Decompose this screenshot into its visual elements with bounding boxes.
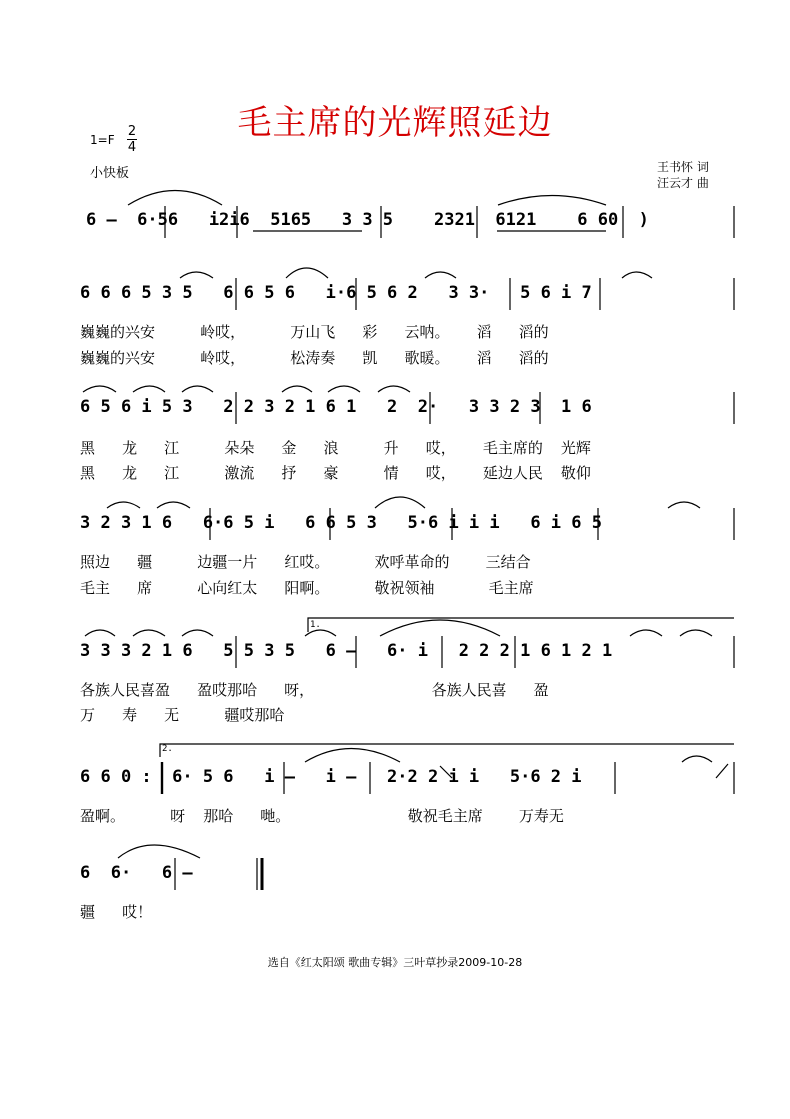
lyrics-row-2a: 巍巍的兴安 岭哎， 万山飞 彩 云呐。 滔 滔的 [80, 323, 549, 341]
slur [157, 502, 190, 508]
glissando [440, 766, 452, 778]
slur [182, 386, 213, 392]
notes-row-4: 3 2 3 1 6 6·6 5 i 6 6 5 3 5·6 i i i 6 i 6 5 [80, 513, 602, 533]
slur [133, 630, 165, 636]
slur [286, 268, 328, 278]
slur [282, 386, 312, 392]
slur [622, 272, 652, 278]
slur [682, 756, 712, 762]
notes-row-2: 6 6 6 5 3 5 6 6 5 6 i·6 5 6 2 3 3· 5 6 i 7 [80, 283, 592, 303]
lyrics-row-6a: 盈啊。 呀 那哈 哋。 敬祝毛主席 万寿无 [80, 807, 564, 825]
slur [133, 386, 165, 392]
time-top: 2 [127, 124, 137, 139]
slur [305, 749, 400, 763]
slur [630, 630, 662, 636]
volta-1-label: 1. [310, 620, 321, 630]
lyrics-row-7a: 疆 哎！ [80, 903, 153, 921]
lyrics-row-5b: 万 寿 无 疆哎那哈 [80, 706, 285, 724]
slur [680, 630, 712, 636]
lyrics-row-3b: 黑 龙 江 激流 抒 豪 情 哎， 延边人民 敬仰 [80, 464, 591, 482]
slur [83, 386, 116, 392]
lyrics-row-2b: 巍巍的兴安 岭哎， 松涛奏 凯 歌暖。 滔 滔的 [80, 349, 549, 367]
volta-bracket [160, 744, 734, 757]
slur [328, 386, 360, 392]
composer-credit: 汪云才 曲 [657, 176, 709, 190]
slur [182, 630, 213, 636]
key-signature: 1=F [90, 133, 115, 147]
tempo-marking: 小快板 [90, 166, 130, 181]
notes-row-3: 6 5 6 i 5 3 2 2 3 2 1 6 1 2 2· 3 3 2 3 1 6 [80, 397, 592, 417]
slur [305, 630, 336, 636]
slur [425, 272, 456, 278]
notes-row-5: 3 3 3 2 1 6 5 5 3 5 6 – 6· i 2 2 2 1 6 1 2 1 [80, 641, 613, 661]
lyricist-credit: 王书怀 词 [657, 160, 709, 174]
source-footer: 选自《红太阳颂 歌曲专辑》三叶草抄录2009-10-28 [267, 956, 523, 969]
notes-row-7: 6 6· 6 – [80, 863, 193, 883]
volta-2-label: 2. [162, 744, 173, 754]
slur [85, 630, 115, 636]
lyrics-row-4b: 毛主 席 心向红太 阳啊。 敬祝领袖 毛主席 [80, 579, 534, 597]
slur [378, 386, 410, 392]
slur [107, 502, 140, 508]
time-bottom: 4 [127, 140, 137, 155]
lyrics-row-4a: 照边 疆 边疆一片 红哎。 欢呼革命的 三结合 [80, 553, 531, 571]
slur [498, 196, 606, 206]
glissando [716, 764, 728, 778]
lyrics-row-3a: 黑 龙 江 朵朵 金 浪 升 哎， 毛主席的 光辉 [80, 439, 591, 457]
song-title: 毛主席的光辉照延边 [237, 103, 553, 143]
slur [668, 502, 700, 508]
slur [180, 272, 213, 278]
lyrics-row-5a: 各族人民喜盈 盈哎那哈 呀， 各族人民喜 盈 [80, 681, 549, 699]
notes-row-1: 6 – 6·56 i2i6 5165 3 3 5 2321 6121 6 60 ) [86, 210, 649, 230]
volta-bracket [308, 618, 734, 632]
slur [128, 191, 222, 206]
slur [380, 620, 500, 636]
slur [118, 845, 200, 858]
notes-row-6: 6 6 0 : 6· 5 6 i – i – 2·2 2 i i 5·6 2 i [80, 767, 582, 787]
slur [375, 497, 425, 508]
